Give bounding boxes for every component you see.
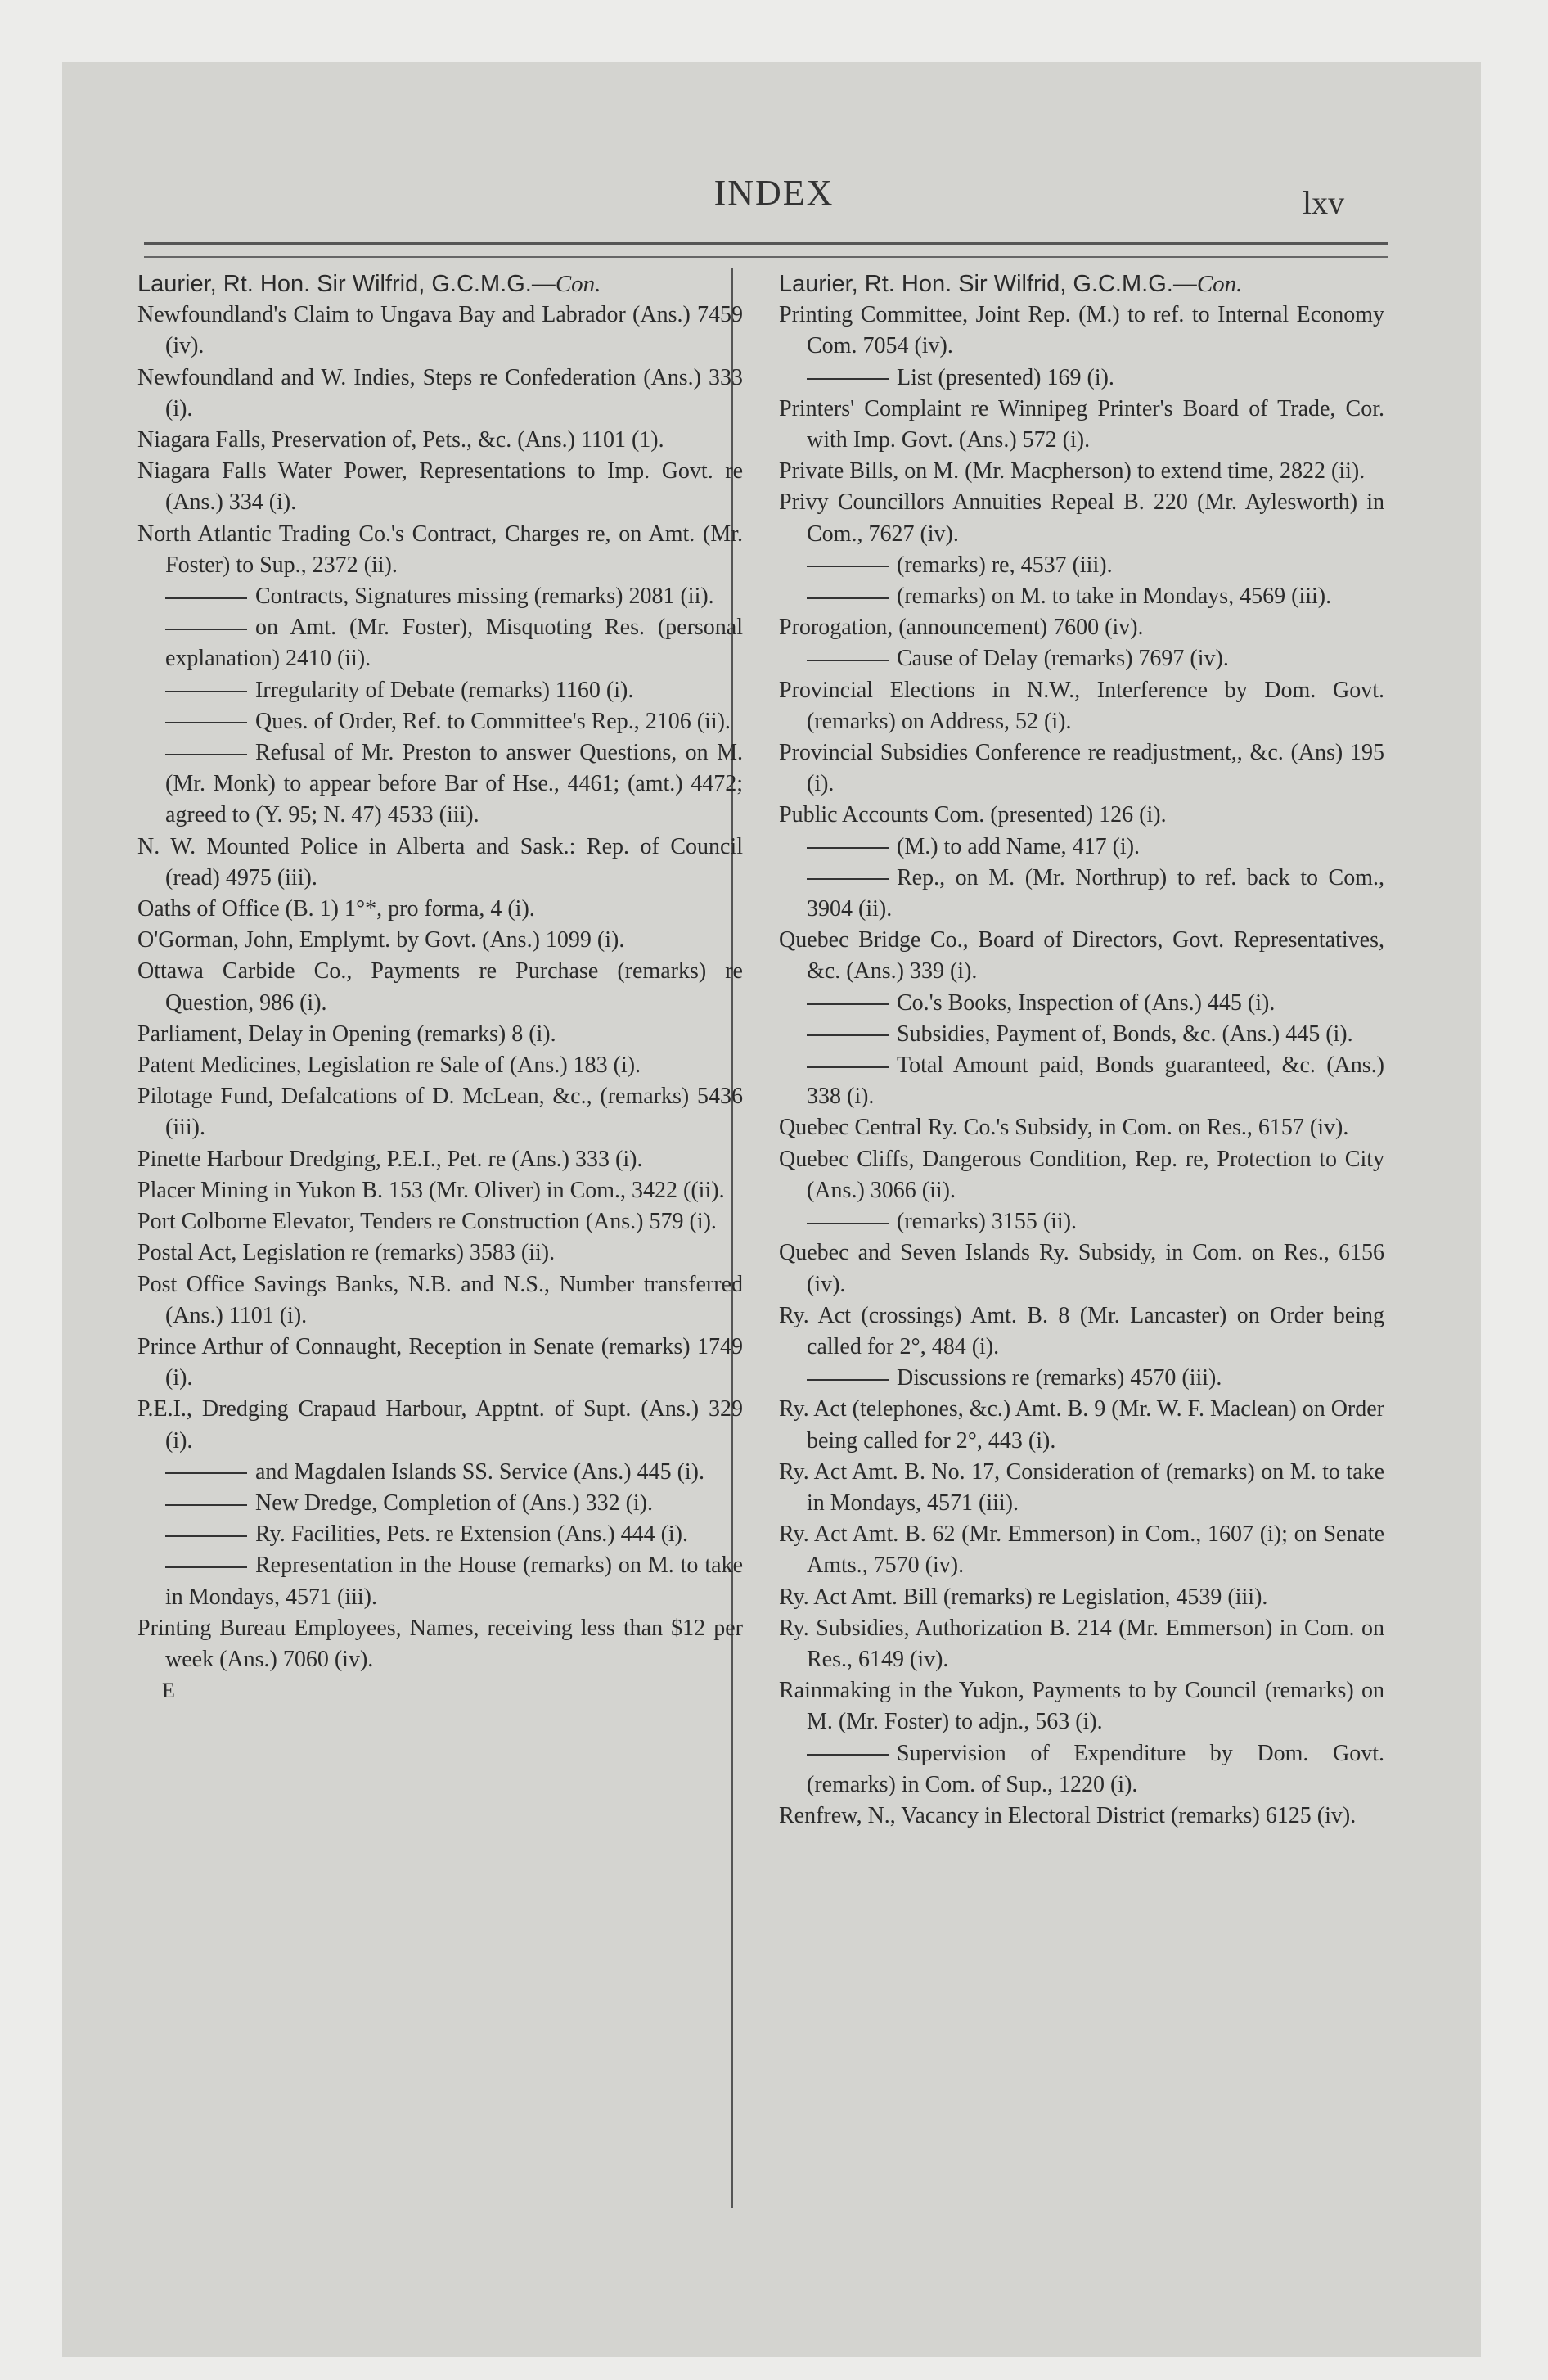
index-entry [779,800,1384,831]
entry-text: Cause of Delay (remarks) 7697 (iv). [897,646,1229,672]
index-subentry [779,988,1384,1019]
entry-text: Total Amount paid, Bonds guaranteed, &c. (Ans.) 338 (i). [807,1053,1384,1110]
right-column [779,268,1384,1832]
right-column-heading [779,268,1384,300]
index-entry [779,1300,1384,1363]
entry-text: Niagara Falls Water Power, Representations to Imp. Govt. re (Ans.) 334 (i). [137,458,743,516]
index-subentry [779,1738,1384,1801]
index-entry [137,1081,743,1143]
index-subentry [779,363,1384,394]
index-entry [779,925,1384,987]
ditto-dash [165,1535,247,1537]
ditto-dash [165,1566,247,1568]
entry-text: (remarks) re, 4537 (iii). [897,552,1113,578]
entry-text: Quebec Cliffs, Dangerous Condition, Rep. re, Protection to City (Ans.) 3066 (ii). [779,1146,1384,1203]
entry-text: Ry. Facilities, Pets. re Extension (Ans.) 444 (i). [255,1521,688,1548]
heading-continued: Con. [1196,271,1243,297]
entry-text: Newfoundland and W. Indies, Steps re Confederation (Ans.) 333 (i). [137,364,743,421]
entry-text: (remarks) on M. to take in Mondays, 4569 (iii). [897,584,1332,610]
entry-text: New Dredge, Completion of (Ans.) 332 (i). [255,1490,654,1516]
entry-text: Postal Act, Legislation re (remarks) 3583 (ii). [137,1240,556,1266]
ditto-dash [807,597,889,599]
index-entry [779,456,1384,487]
entry-text: Provincial Subsidies Conference re readjustment,, &c. (Ans) 195 (i). [779,740,1384,797]
index-entry [137,1206,743,1237]
entry-text: Parliament, Delay in Opening (remarks) 8 (i). [137,1021,556,1047]
entry-text: Post Office Savings Banks, N.B. and N.S., Number transferred (Ans.) 1101 (i). [137,1271,743,1328]
entry-text: Discussions re (remarks) 4570 (iii). [897,1365,1222,1391]
ditto-dash [807,378,889,380]
index-entry [779,1675,1384,1738]
entry-text: Pinette Harbour Dredging, P.E.I., Pet. re (Ans.) 333 (i). [137,1146,643,1172]
index-entry [779,1237,1384,1300]
entry-text: Representation in the House (remarks) on M. to take in Mondays, 4571 (iii). [165,1553,743,1610]
entry-text: O'Gorman, John, Emplymt. by Govt. (Ans.) 1099 (i). [137,927,625,953]
index-subentry [137,1550,743,1612]
heading-name: Laurier, Rt. Hon. Sir Wilfrid, G.C.M.G.— [137,271,556,297]
ditto-dash [807,1034,889,1036]
index-entry [137,1269,743,1332]
entry-text: Ry. Act Amt. Bill (remarks) re Legislation, 4539 (iii). [779,1584,1268,1610]
index-entry [779,1801,1384,1832]
entry-text: Rep., on M. (Mr. Northrup) to ref. back to Com., 3904 (ii). [807,864,1384,922]
entry-text: Quebec and Seven Islands Ry. Subsidy, in Com. on Res., 6156 (iv). [779,1240,1384,1297]
index-subentry [779,1019,1384,1050]
index-subentry [779,581,1384,612]
index-entry [137,1237,743,1269]
ditto-dash [807,566,889,567]
index-entry [779,737,1384,800]
entry-text: Ques. of Order, Ref. to Committee's Rep., 2106 (ii). [255,708,731,734]
index-entry [137,363,743,425]
index-subentry [137,1488,743,1519]
entry-text: Prorogation, (announcement) 7600 (iv). [779,615,1144,641]
index-entry [137,519,743,581]
index-entry [779,612,1384,643]
entry-text: Printing Committee, Joint Rep. (M.) to ref. to Internal Economy Com. 7054 (iv). [779,302,1384,359]
ditto-dash [807,1003,889,1005]
entry-text: Pilotage Fund, Defalcations of D. McLean, &c., (remarks) 5436 (iii). [137,1084,743,1141]
entry-text: P.E.I., Dredging Crapaud Harbour, Apptnt. of Supt. (Ans.) 329 (i). [137,1396,743,1454]
index-entry [779,1519,1384,1581]
entry-text: Ry. Act Amt. B. 62 (Mr. Emmerson) in Com., 1607 (i); on Senate Amts., 7570 (iv). [779,1521,1384,1579]
ditto-dash [807,878,889,880]
index-subentry [779,863,1384,925]
index-entry [779,675,1384,737]
ditto-dash [165,597,247,599]
entry-text: Printing Bureau Employees, Names, receiving less than $12 per week (Ans.) 7060 (iv). [137,1615,743,1672]
entry-text: Ry. Act (crossings) Amt. B. 8 (Mr. Lancaster) on Order being called for 2°, 484 (i). [779,1302,1384,1359]
page-number: lxv [1303,184,1345,221]
index-entry [779,394,1384,456]
index-subentry [779,832,1384,863]
index-entry [779,1582,1384,1613]
index-subentry [779,1206,1384,1237]
index-entry [137,1050,743,1081]
index-entry [137,956,743,1018]
index-subentry [779,1363,1384,1394]
index-entry [779,1457,1384,1519]
entry-text: Private Bills, on M. (Mr. Macpherson) to extend time, 2822 (ii). [779,458,1366,485]
entry-text: Niagara Falls, Preservation of, Pets., &c. (Ans.) 1101 (1). [137,427,664,453]
entry-text: Quebec Bridge Co., Board of Directors, Govt. Representatives, &c. (Ans.) 339 (i). [779,927,1384,985]
entry-text: Ry. Subsidies, Authorization B. 214 (Mr. Emmerson) in Com. on Res., 6149 (iv). [779,1615,1384,1672]
heading-name: Laurier, Rt. Hon. Sir Wilfrid, G.C.M.G.— [779,271,1197,297]
entry-text: (M.) to add Name, 417 (i). [897,833,1141,859]
index-entry [137,425,743,456]
ditto-dash [165,754,247,755]
entry-text: Oaths of Office (B. 1) 1°*, pro forma, 4 (i). [137,896,535,922]
entry-text: Contracts, Signatures missing (remarks) 2081 (ii). [255,584,714,610]
ditto-dash [807,1379,889,1381]
entry-text: Prince Arthur of Connaught, Reception in Senate (remarks) 1749 (i). [137,1333,743,1391]
ditto-dash [807,1223,889,1224]
index-subentry [779,550,1384,581]
index-entry [137,832,743,894]
page-title: INDEX [713,173,835,213]
entry-text: Port Colborne Elevator, Tenders re Construction (Ans.) 579 (i). [137,1209,717,1235]
index-entry [137,894,743,925]
heading-continued: Con. [555,271,601,297]
index-entry [137,1394,743,1456]
entry-text: (remarks) 3155 (ii). [897,1209,1078,1235]
entry-text: and Magdalen Islands SS. Service (Ans.) 445 (i). [255,1458,705,1485]
entry-text: Ry. Act (telephones, &c.) Amt. B. 9 (Mr. W. F. Maclean) on Order being called for 2°, 443 (i). [779,1396,1384,1454]
entry-text: Patent Medicines, Legislation re Sale of (Ans.) 183 (i). [137,1053,641,1079]
entry-text: N. W. Mounted Police in Alberta and Sask.: Rep. of Council (read) 4975 (iii). [137,833,743,890]
ditto-dash [165,1504,247,1506]
entry-text: Ottawa Carbide Co., Payments re Purchase (remarks) re Question, 986 (i). [137,958,743,1016]
signature-mark: E [162,1679,175,1703]
entry-text: Irregularity of Debate (remarks) 1160 (i). [255,677,634,703]
index-subentry [779,643,1384,674]
index-subentry [137,706,743,737]
entry-text: Rainmaking in the Yukon, Payments to by Council (remarks) on M. (Mr. Foster) to adjn., 563 (i). [779,1678,1384,1735]
index-entry [137,925,743,956]
ditto-dash [165,722,247,723]
entry-text: Refusal of Mr. Preston to answer Questions, on M. (Mr. Monk) to appear before Bar of Hse., 4461; (amt.) 4472; agreed to (Y. 95; N. 47) 4533 (iii). [165,740,743,828]
index-entry [779,1112,1384,1143]
entry-text: Placer Mining in Yukon B. 153 (Mr. Oliver) in Com., 3422 ((ii). [137,1177,725,1203]
index-subentry [137,737,743,832]
left-column-heading [137,268,743,300]
index-entry [137,1144,743,1175]
entry-text: Co.'s Books, Inspection of (Ans.) 445 (i). [897,989,1276,1016]
entry-text: Printers' Complaint re Winnipeg Printer's Board of Trade, Cor. with Imp. Govt. (Ans.) 572 (i). [779,395,1384,453]
index-entry [137,1175,743,1206]
entry-text: Newfoundland's Claim to Ungava Bay and Labrador (Ans.) 7459 (iv). [137,302,743,359]
index-entry [779,1144,1384,1206]
ditto-dash [165,691,247,692]
index-entry [779,1394,1384,1456]
index-entry [779,487,1384,549]
index-subentry [137,612,743,674]
entry-text: Renfrew, N., Vacancy in Electoral District (remarks) 6125 (iv). [779,1802,1357,1828]
entry-text: North Atlantic Trading Co.'s Contract, Charges re, on Amt. (Mr. Foster) to Sup., 2372 (ii). [137,521,743,578]
ditto-dash [165,1472,247,1474]
entry-text: List (presented) 169 (i). [897,364,1114,390]
index-entry [137,456,743,518]
index-subentry [779,1050,1384,1112]
header-rule [144,242,1388,258]
ditto-dash [165,629,247,630]
index-entry [137,1332,743,1394]
left-column [137,268,743,1706]
index-entry [137,300,743,362]
entry-text: Supervision of Expenditure by Dom. Govt. (remarks) in Com. of Sup., 1220 (i). [807,1740,1384,1797]
entry-text: Privy Councillors Annuities Repeal B. 220 (Mr. Aylesworth) in Com., 7627 (iv). [779,489,1384,547]
entry-text: Public Accounts Com. (presented) 126 (i). [779,802,1167,828]
index-subentry [137,1457,743,1488]
entry-text: Subsidies, Payment of, Bonds, &c. (Ans.) 445 (i). [897,1021,1353,1047]
entry-text: Provincial Elections in N.W., Interference by Dom. Govt. (remarks) on Address, 52 (i). [779,677,1384,734]
index-subentry [137,675,743,706]
ditto-dash [807,847,889,849]
entry-text: on Amt. (Mr. Foster), Misquoting Res. (personal explanation) 2410 (ii). [165,615,743,672]
index-entry [779,300,1384,362]
entry-text: Ry. Act Amt. B. No. 17, Consideration of (remarks) on M. to take in Mondays, 4571 (iii). [779,1458,1384,1516]
ditto-dash [807,660,889,661]
ditto-dash [807,1066,889,1068]
ditto-dash [807,1754,889,1756]
index-subentry [137,581,743,612]
left-entries [137,300,743,1675]
index-entry [137,1613,743,1675]
index-entry [137,1019,743,1050]
right-entries [779,300,1384,1832]
index-subentry [137,1519,743,1550]
index-entry [779,1613,1384,1675]
entry-text: Quebec Central Ry. Co.'s Subsidy, in Com. on Res., 6157 (iv). [779,1115,1349,1141]
